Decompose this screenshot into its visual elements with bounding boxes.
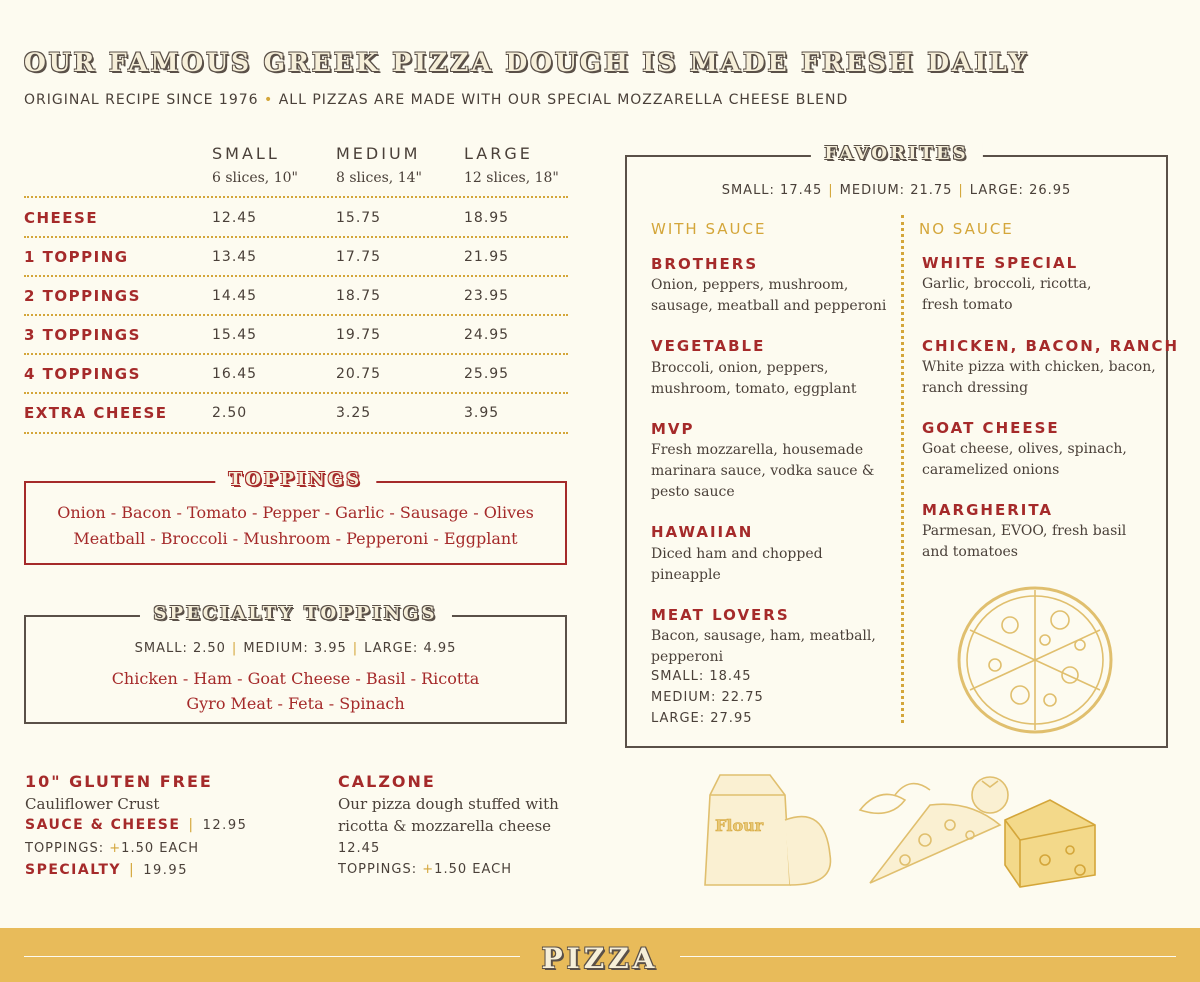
no-sauce-heading: NO SAUCE <box>919 220 1014 238</box>
favorite-desc: Diced ham and chopped pineapple <box>651 546 823 583</box>
favorite-name: MVP <box>651 420 695 438</box>
favorite-desc: Fresh mozzarella, housemade marinara sauce, vodka sauce & pesto sauce <box>651 442 875 500</box>
gluten-free-toppings-row <box>25 841 199 856</box>
col-head-medium: MEDIUM <box>336 144 421 163</box>
favorite-name: WHITE SPECIAL <box>922 254 1079 272</box>
specialty-size-prices <box>26 641 565 656</box>
favorite-name: MEAT LOVERS <box>651 606 790 624</box>
favorites-medium-price: MEDIUM: 21.75 <box>839 183 953 198</box>
col-sub-small: 6 slices, 10" <box>212 170 298 186</box>
toppings-box <box>24 469 567 565</box>
calzone-title: CALZONE <box>338 772 436 791</box>
specialty-toppings-title: SPECIALTY TOPPINGS <box>139 603 451 624</box>
price-cell: 12.45 <box>212 210 258 226</box>
col-head-small: SMALL <box>212 144 280 163</box>
table-divider <box>24 353 568 355</box>
price-cell: 17.75 <box>336 249 382 265</box>
table-divider <box>24 236 568 238</box>
row-label-2-toppings: 2 TOPPINGS <box>24 287 141 305</box>
price-cell: 19.75 <box>336 327 382 343</box>
calzone-desc-2: ricotta & mozzarella cheese <box>338 817 552 835</box>
subhead-blend: ALL PIZZAS ARE MADE WITH OUR SPECIAL MOZZARELLA CHEESE BLEND <box>278 92 849 108</box>
calzone-price: 12.45 <box>338 841 381 856</box>
row-label-4-toppings: 4 TOPPINGS <box>24 365 141 383</box>
price-cell: 25.95 <box>464 366 510 382</box>
price-cell: 18.75 <box>336 288 382 304</box>
price-cell: 14.45 <box>212 288 258 304</box>
table-divider <box>24 314 568 316</box>
col-head-large: LARGE <box>464 144 533 163</box>
favorite-desc: Onion, peppers, mushroom, sausage, meatball and pepperoni <box>651 277 887 314</box>
specialty-toppings-box <box>24 603 567 724</box>
favorite-name: GOAT CHEESE <box>922 419 1060 437</box>
price-cell: 2.50 <box>212 405 248 421</box>
meat-lovers-small-price: SMALL: 18.45 <box>651 669 752 684</box>
toppings-title: TOPPINGS <box>215 469 376 490</box>
gluten-free-specialty-label: SPECIALTY <box>25 862 122 878</box>
ingredients-illustration <box>690 765 1110 895</box>
with-sauce-heading: WITH SAUCE <box>651 220 767 238</box>
cheese-wedge-icon <box>1005 800 1095 887</box>
gluten-free-toppings-price: 1.50 EACH <box>121 841 199 856</box>
favorite-name: BROTHERS <box>651 255 759 273</box>
row-label-1-topping: 1 TOPPING <box>24 248 129 266</box>
gluten-free-sauce-label: SAUCE & CHEESE <box>25 817 181 833</box>
plus-sign: + <box>422 862 435 877</box>
favorite-desc: Bacon, sausage, ham, meatball, pepperoni <box>651 628 876 665</box>
separator: | <box>958 183 964 198</box>
specialty-large-price: LARGE: 4.95 <box>364 641 457 656</box>
price-cell: 24.95 <box>464 327 510 343</box>
favorites-title: FAVORITES <box>810 143 982 164</box>
page-headline: OUR FAMOUS GREEK PIZZA DOUGH IS MADE FRESH DAILY <box>24 48 1029 77</box>
gluten-free-specialty-row <box>25 862 188 878</box>
favorite-desc: Garlic, broccoli, ricotta, fresh tomato <box>922 276 1092 313</box>
row-label-3-toppings: 3 TOPPINGS <box>24 326 141 344</box>
col-sub-large: 12 slices, 18" <box>464 170 559 186</box>
separator: | <box>352 641 359 656</box>
footer-title: PIZZA <box>541 942 659 975</box>
table-divider <box>24 196 568 198</box>
gluten-free-title: 10" GLUTEN FREE <box>25 772 213 791</box>
plus-sign: + <box>109 841 122 856</box>
calzone-toppings-price: 1.50 EACH <box>434 862 512 877</box>
calzone-toppings-label: TOPPINGS: <box>338 862 418 877</box>
favorite-desc: Broccoli, onion, peppers, mushroom, tomato, eggplant <box>651 360 857 397</box>
price-cell: 16.45 <box>212 366 258 382</box>
price-cell: 3.25 <box>336 405 372 421</box>
page-subheadline <box>24 92 848 108</box>
favorite-name: VEGETABLE <box>651 337 766 355</box>
gluten-free-toppings-label: TOPPINGS: <box>25 841 105 856</box>
gluten-free-sauce-row <box>25 817 247 833</box>
favorite-name: CHICKEN, BACON, RANCH <box>922 337 1180 355</box>
price-cell: 23.95 <box>464 288 510 304</box>
price-cell: 15.45 <box>212 327 258 343</box>
price-cell: 20.75 <box>336 366 382 382</box>
table-divider <box>24 392 568 394</box>
row-label-cheese: CHEESE <box>24 209 99 227</box>
favorite-desc: Goat cheese, olives, spinach, caramelized onions <box>922 441 1127 478</box>
specialty-small-price: SMALL: 2.50 <box>134 641 226 656</box>
gluten-free-sauce-price: 12.95 <box>202 818 248 833</box>
price-cell: 15.75 <box>336 210 382 226</box>
toppings-line-1: Onion - Bacon - Tomato - Pepper - Garlic - Sausage - Olives <box>57 503 534 522</box>
separator: | <box>129 862 136 878</box>
calzone-desc-1: Our pizza dough stuffed with <box>338 795 559 813</box>
flour-label: Flour <box>715 816 764 835</box>
favorite-desc: Parmesan, EVOO, fresh basil and tomatoes <box>922 523 1127 560</box>
specialty-line-2: Gyro Meat - Feta - Spinach <box>186 694 405 713</box>
favorite-name: HAWAIIAN <box>651 523 754 541</box>
favorites-small-price: SMALL: 17.45 <box>721 183 823 198</box>
meat-lovers-large-price: LARGE: 27.95 <box>651 711 753 726</box>
subhead-since: ORIGINAL RECIPE SINCE 1976 <box>24 92 259 108</box>
favorites-size-prices <box>627 183 1166 198</box>
tomato-icon <box>972 777 1008 813</box>
row-label-extra-cheese: EXTRA CHEESE <box>24 404 168 422</box>
calzone-toppings-row <box>338 862 512 877</box>
price-cell: 18.95 <box>464 210 510 226</box>
price-cell: 21.95 <box>464 249 510 265</box>
separator: | <box>188 817 195 833</box>
meat-lovers-medium-price: MEDIUM: 22.75 <box>651 690 764 705</box>
subhead-dot: • <box>264 92 274 108</box>
gluten-free-specialty-price: 19.95 <box>143 863 188 878</box>
separator: | <box>231 641 238 656</box>
table-divider <box>24 432 568 434</box>
price-cell: 13.45 <box>212 249 258 265</box>
favorites-large-price: LARGE: 26.95 <box>969 183 1072 198</box>
gluten-free-desc: Cauliflower Crust <box>25 795 160 813</box>
favorite-name: MARGHERITA <box>922 501 1054 519</box>
table-divider <box>24 275 568 277</box>
separator: | <box>828 183 834 198</box>
col-sub-medium: 8 slices, 14" <box>336 170 422 186</box>
price-cell: 3.95 <box>464 405 500 421</box>
favorites-column-divider <box>901 215 904 723</box>
specialty-medium-price: MEDIUM: 3.95 <box>243 641 347 656</box>
pizza-sketch-icon <box>950 580 1120 740</box>
favorite-desc: White pizza with chicken, bacon, ranch dressing <box>922 359 1156 396</box>
toppings-line-2: Meatball - Broccoli - Mushroom - Pepperoni - Eggplant <box>73 529 518 548</box>
specialty-line-1: Chicken - Ham - Goat Cheese - Basil - Ricotta <box>111 669 480 688</box>
